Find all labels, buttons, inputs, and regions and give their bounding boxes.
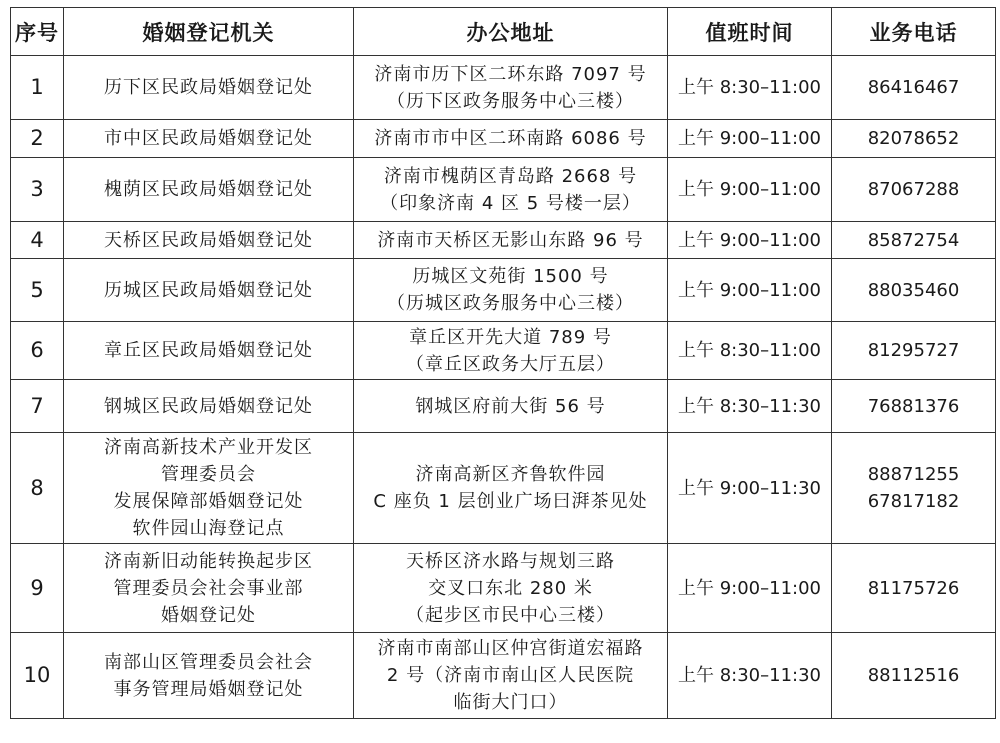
cell-org-line: 管理委员会 (161, 464, 256, 485)
cell-no: 10 (11, 633, 64, 719)
cell-phone (832, 158, 996, 222)
cell-phone-line: 88112516 (867, 665, 960, 686)
cell-org-line: 发展保障部婚姻登记处 (113, 491, 304, 512)
cell-org (64, 633, 354, 719)
cell-phone (832, 322, 996, 380)
cell-phone-line: 88871255 (867, 464, 960, 485)
cell-phone (832, 633, 996, 719)
cell-phone (832, 544, 996, 633)
cell-hours: 上午 9:00–11:00 (668, 120, 832, 158)
table-body (11, 56, 996, 719)
cell-address-line: 章丘区开先大道 789 号 (409, 326, 612, 348)
cell-phone-line: 85872754 (867, 229, 960, 251)
cell-address-line: 济南市历下区二环东路 7097 号 (374, 63, 647, 85)
table-row (11, 433, 996, 544)
cell-org-line: 天桥区民政局婚姻登记处 (104, 229, 313, 251)
cell-org (64, 544, 354, 633)
table-row (11, 259, 996, 322)
cell-org-line: 历城区民政局婚姻登记处 (104, 279, 313, 301)
cell-no: 3 (11, 158, 64, 222)
cell-no: 2 (11, 120, 64, 158)
cell-address-line: 钢城区府前大街 56 号 (415, 395, 606, 417)
cell-phone (832, 120, 996, 158)
cell-address-line: 济南市南部山区仲宫街道宏福路 (377, 638, 644, 659)
header-address: 办公地址 (354, 8, 668, 56)
cell-no: 8 (11, 433, 64, 544)
cell-address (354, 120, 668, 158)
cell-hours: 上午 9:00–11:00 (668, 222, 832, 259)
cell-org (64, 322, 354, 380)
cell-address (354, 56, 668, 120)
cell-address (354, 433, 668, 544)
cell-phone-line: 82078652 (867, 128, 960, 149)
cell-org-line: 婚姻登记处 (161, 604, 256, 626)
table-header-row (11, 8, 996, 56)
cell-org-line: 济南新旧动能转换起步区 (104, 550, 313, 572)
cell-address-line: 济南市天桥区无影山东路 96 号 (377, 229, 644, 251)
cell-hours: 上午 9:00–11:00 (668, 158, 832, 222)
cell-org (64, 259, 354, 322)
table-row (11, 158, 996, 222)
header-phone: 业务电话 (832, 8, 996, 56)
cell-org-line: 市中区民政局婚姻登记处 (104, 128, 313, 149)
cell-address-line: 交叉口东北 280 米 (428, 577, 593, 599)
cell-phone-line: 67817182 (867, 491, 960, 512)
cell-hours: 上午 8:30–11:30 (668, 633, 832, 719)
cell-org-line: 济南高新技术产业开发区 (104, 437, 313, 458)
cell-phone (832, 433, 996, 544)
cell-org (64, 380, 354, 433)
cell-hours: 上午 9:00–11:00 (668, 259, 832, 322)
cell-org (64, 120, 354, 158)
cell-address (354, 322, 668, 380)
cell-org (64, 222, 354, 259)
cell-phone-line: 88035460 (867, 279, 960, 301)
cell-address (354, 633, 668, 719)
table-row (11, 56, 996, 120)
cell-org-line: 章丘区民政局婚姻登记处 (104, 340, 313, 361)
cell-org-line: 软件园山海登记点 (132, 518, 285, 539)
cell-address-line: 2 号（济南市南山区人民医院 (386, 665, 635, 686)
header-no: 序号 (11, 8, 64, 56)
cell-address-line: C 座负 1 层创业广场曰湃茶见处 (373, 491, 648, 512)
cell-phone (832, 56, 996, 120)
cell-no: 6 (11, 322, 64, 380)
cell-hours: 上午 9:00–11:30 (668, 433, 832, 544)
cell-address-line: （历城区政务服务中心三楼） (387, 293, 634, 314)
cell-org-line: 管理委员会社会事业部 (113, 577, 304, 599)
cell-org-line: 历下区民政局婚姻登记处 (104, 77, 313, 98)
cell-address-line: 临街大门口） (453, 692, 568, 713)
cell-address-line: 天桥区济水路与规划三路 (406, 550, 615, 572)
cell-address (354, 259, 668, 322)
cell-address-line: 济南市槐荫区青岛路 2668 号 (383, 165, 638, 187)
cell-address-line: （印象济南 4 区 5 号楼一层） (380, 192, 641, 214)
cell-org (64, 158, 354, 222)
cell-address-line: 济南高新区齐鲁软件园 (415, 464, 606, 485)
cell-phone (832, 259, 996, 322)
cell-address (354, 222, 668, 259)
cell-org (64, 433, 354, 544)
table-row (11, 380, 996, 433)
table-row (11, 633, 996, 719)
cell-address-line: （章丘区政务大厅五层） (406, 353, 615, 375)
cell-address (354, 544, 668, 633)
table-row (11, 544, 996, 633)
cell-org-line: 事务管理局婚姻登记处 (113, 678, 304, 700)
table-row (11, 120, 996, 158)
table-row (11, 322, 996, 380)
marriage-registry-table (10, 7, 996, 719)
cell-hours: 上午 8:30–11:00 (668, 322, 832, 380)
cell-address-line: 济南市市中区二环南路 6086 号 (374, 128, 647, 149)
table-row (11, 222, 996, 259)
cell-phone (832, 222, 996, 259)
cell-hours: 上午 9:00–11:00 (668, 544, 832, 633)
cell-org-line: 槐荫区民政局婚姻登记处 (104, 179, 313, 200)
cell-phone-line: 76881376 (867, 395, 960, 417)
registry-table-container (10, 7, 995, 719)
cell-phone-line: 81175726 (867, 577, 960, 599)
cell-no: 1 (11, 56, 64, 120)
cell-no: 5 (11, 259, 64, 322)
cell-address-line: 历城区文苑街 1500 号 (412, 266, 609, 287)
cell-phone-line: 86416467 (867, 77, 960, 98)
cell-address-line: （历下区政务服务中心三楼） (387, 90, 634, 112)
cell-phone-line: 81295727 (867, 340, 960, 361)
cell-no: 7 (11, 380, 64, 433)
cell-address-line: （起步区市民中心三楼） (406, 604, 615, 626)
cell-hours: 上午 8:30–11:00 (668, 56, 832, 120)
cell-hours: 上午 8:30–11:30 (668, 380, 832, 433)
header-hours: 值班时间 (668, 8, 832, 56)
cell-address (354, 380, 668, 433)
cell-phone (832, 380, 996, 433)
cell-org (64, 56, 354, 120)
cell-no: 9 (11, 544, 64, 633)
header-org: 婚姻登记机关 (64, 8, 354, 56)
cell-org-line: 南部山区管理委员会社会 (104, 651, 313, 673)
cell-no: 4 (11, 222, 64, 259)
cell-phone-line: 87067288 (867, 179, 960, 200)
cell-org-line: 钢城区民政局婚姻登记处 (104, 395, 313, 417)
cell-address (354, 158, 668, 222)
